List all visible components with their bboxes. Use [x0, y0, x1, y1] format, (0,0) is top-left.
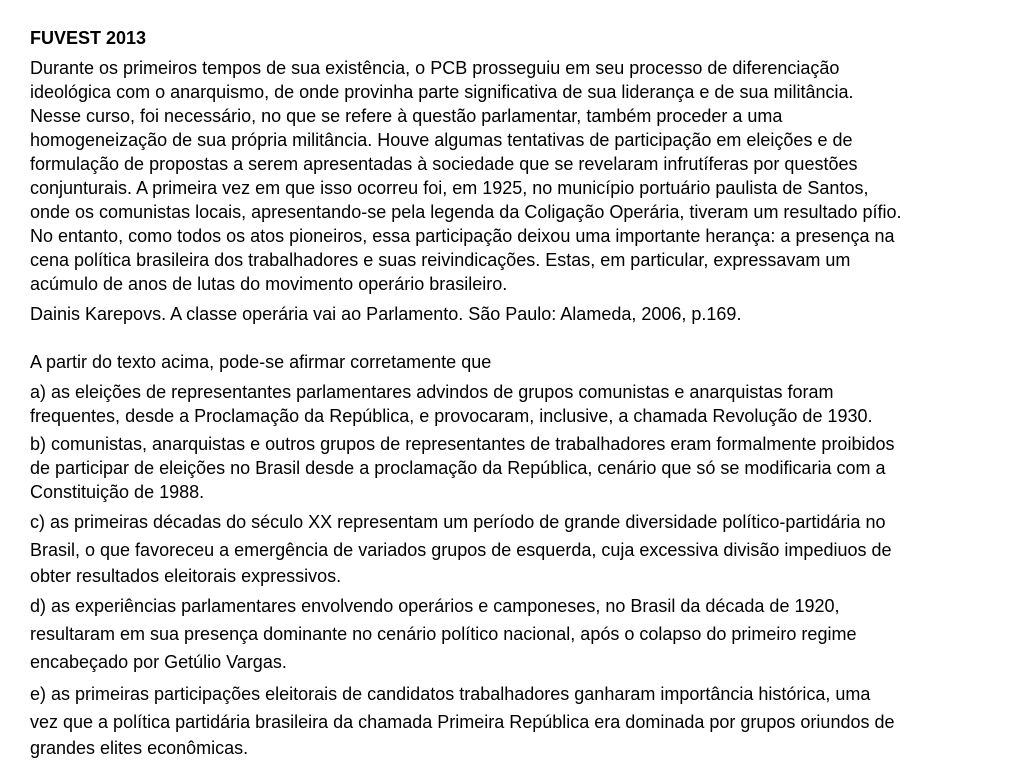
option-line: d) as experiências parlamentares envolvendo operários e camponeses, no Brasil da década de 1920, — [30, 596, 840, 616]
source-citation: Dainis Karepovs. A classe operária vai ao Parlamento. São Paulo: Alameda, 2006, p.169. — [30, 304, 742, 324]
option-line: grandes elites econômicas. — [30, 738, 249, 758]
option-line: frequentes, desde a Proclamação da República, e provocaram, inclusive, a chamada Revolução de 1930. — [30, 406, 873, 426]
option-d — [30, 592, 996, 676]
option-line: Brasil, o que favoreceu a emergência de variados grupos de esquerda, cuja excessiva divisão impediuos de — [30, 540, 892, 560]
option-line: vez que a política partidária brasileira da chamada Primeira República era dominada por grupos oriundos de — [30, 712, 895, 732]
option-line: e) as primeiras participações eleitorais de candidatos trabalhadores ganharam importância histórica, uma — [30, 684, 871, 704]
option-line: b) comunistas, anarquistas e outros grupos de representantes de trabalhadores eram formalmente proibidos — [30, 434, 895, 454]
passage-line: ideológica com o anarquismo, de onde provinha parte significativa de sua liderança e de sua militância. — [30, 82, 854, 102]
option-line: Constituição de 1988. — [30, 482, 205, 502]
option-line: a) as eleições de representantes parlamentares advindos de grupos comunistas e anarquistas foram — [30, 382, 834, 402]
passage-line: formulação de propostas a serem apresentadas à sociedade que se revelaram infrutíferas por questões — [30, 154, 858, 174]
passage-line: Durante os primeiros tempos de sua existência, o PCB prosseguiu em seu processo de diferenciação — [30, 58, 840, 78]
passage-text — [30, 56, 996, 296]
exam-slide — [30, 26, 996, 764]
exam-title: FUVEST 2013 — [30, 28, 147, 48]
option-line: de participar de eleições no Brasil desde a proclamação da República, cenário que só se modificaria com a — [30, 458, 886, 478]
question-prompt: A partir do texto acima, pode-se afirmar corretamente que — [30, 352, 492, 372]
passage-line: acúmulo de anos de lutas do movimento operário brasileiro. — [30, 274, 508, 294]
option-c — [30, 508, 996, 588]
passage-line: conjunturais. A primeira vez em que isso ocorreu foi, em 1925, no município portuário paulista de Santos, — [30, 178, 869, 198]
passage-line: homogeneização de sua própria militância. Houve algumas tentativas de participação em eleições e de — [30, 130, 853, 150]
option-line: c) as primeiras décadas do século XX representam um período de grande diversidade político-partidária no — [30, 512, 886, 532]
passage-line: onde os comunistas locais, apresentando-se pela legenda da Coligação Operária, tiveram um resultado pífio. — [30, 202, 902, 222]
option-line: obter resultados eleitorais expressivos. — [30, 566, 342, 586]
passage-line: Nesse curso, foi necessário, no que se refere à questão parlamentar, também proceder a uma — [30, 106, 783, 126]
option-b — [30, 432, 996, 504]
option-e — [30, 680, 996, 760]
option-a — [30, 380, 996, 428]
passage-line: No entanto, como todos os atos pioneiros, essa participação deixou uma importante herança: a presença na — [30, 226, 895, 246]
option-line: resultaram em sua presença dominante no cenário político nacional, após o colapso do primeiro regime — [30, 624, 857, 644]
option-line: encabeçado por Getúlio Vargas. — [30, 652, 287, 672]
passage-line: cena política brasileira dos trabalhadores e suas reivindicações. Estas, em particular, expressavam um — [30, 250, 851, 270]
